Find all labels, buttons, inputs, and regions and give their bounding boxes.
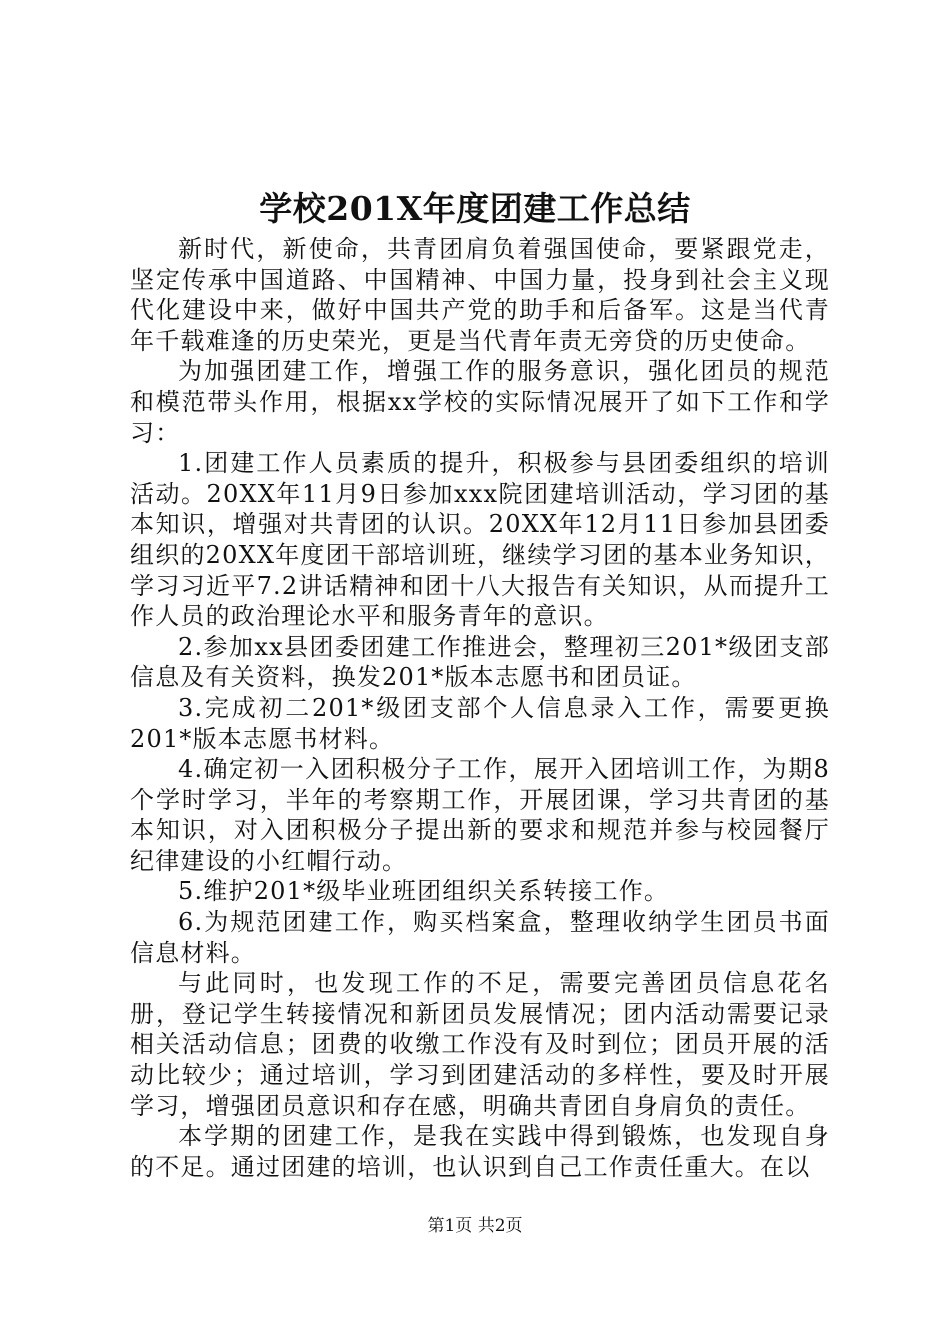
paragraph-item-3: 3.完成初二201*级团支部个人信息录入工作，需要更换201*版本志愿书材料。 — [130, 693, 830, 753]
document-title: 学校201X年度团建工作总结 — [259, 189, 691, 228]
document-body — [130, 234, 830, 1182]
paragraph-item-6: 6.为规范团建工作，购买档案盒，整理收纳学生团员书面信息材料。 — [130, 908, 830, 967]
paragraph-item-4: 4.确定初一入团积极分子工作，展开入团培训工作，为期8个学时学习，半年的考察期工作，开展团课，学习共青团的基本知识，对入团积极分子提出新的要求和规范并参与校园餐厅纪律建设的小红帽行动。 — [130, 755, 830, 875]
paragraph-item-2: 2.参加xx县团委团建工作推进会，整理初三201*级团支部信息及有关资料，换发201*版本志愿书和团员证。 — [130, 632, 830, 692]
paragraph-shortcomings: 与此同时，也发现工作的不足，需要完善团员信息花名册，登记学生转接情况和新团员发展情况；团内活动需要记录相关活动信息；团费的收缴工作没有及时到位；团员开展的活动比较少；通过培训，学习到团建活动的多样性，要及时开展学习，增强团员意识和存在感，明确共青团自身肩负的责任。 — [130, 969, 830, 1120]
paragraph-intro: 新时代，新使命，共青团肩负着强国使命，要紧跟党走，坚定传承中国道路、中国精神、中国力量，投身到社会主义现代化建设中来，做好中国共产党的助手和后备军。这是当代青年千载难逢的历史荣光，更是当代青年责无旁贷的历史使命。 — [130, 235, 830, 355]
paragraph-item-5: 5.维护201*级毕业班团组织关系转接工作。 — [178, 877, 670, 906]
paragraph-item-1: 1.团建工作人员素质的提升，积极参与县团委组织的培训活动。20XX年11月9日参加xxx院团建培训活动，学习团的基本知识，增强对共青团的认识。20XX年12月11日参加县团委组织的20XX年度团干部培训班，继续学习团的基本业务知识，学习习近平7.2讲话精神和团十八大报告有关知识，从而提升工作人员的政治理论水平和服务青年的意识。 — [130, 449, 830, 631]
page-number-footer: 第1页 共2页 — [427, 1216, 523, 1236]
paragraph-summary: 本学期的团建工作，是我在实践中得到锻炼，也发现自身的不足。通过团建的培训，也认识到自己工作责任重大。在以 — [130, 1122, 830, 1181]
paragraph-purpose: 为加强团建工作，增强工作的服务意识，强化团员的规范和模范带头作用，根据xx学校的实际情况展开了如下工作和学习： — [130, 357, 830, 447]
